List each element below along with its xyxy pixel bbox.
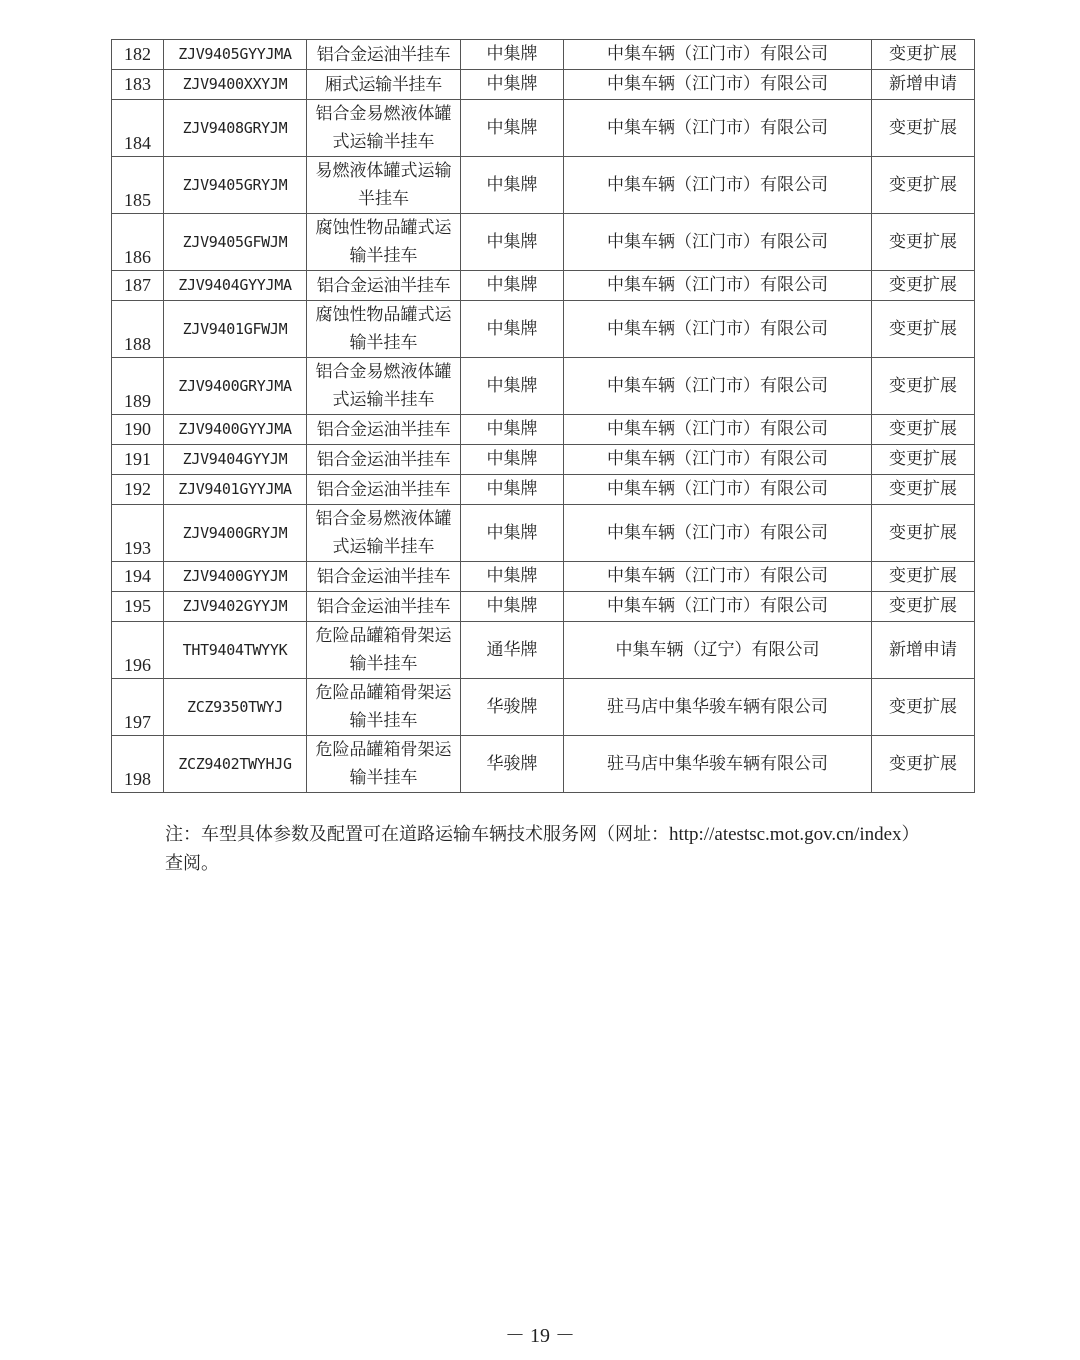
- row-number-cell: 192: [112, 475, 164, 505]
- vehicle-model-cell: ZJV9405GYYJMA: [164, 40, 307, 70]
- application-type-cell: 变更扩展: [872, 445, 975, 475]
- vehicle-model-cell: ZJV9400GYYJMA: [164, 415, 307, 445]
- vehicle-name-cell: [307, 214, 461, 271]
- vehicle-name-cell: [307, 445, 461, 475]
- company-cell: 中集车辆（江门市）有限公司: [564, 214, 872, 271]
- table-row: [112, 271, 975, 301]
- footnote-text-end: ）: [901, 824, 920, 845]
- table-row: [112, 100, 975, 157]
- vehicle-model-cell: ZCZ9402TWYHJG: [164, 736, 307, 793]
- table-row: [112, 157, 975, 214]
- vehicle-model-cell: ZJV9404GYYJM: [164, 445, 307, 475]
- company-cell: 中集车辆（江门市）有限公司: [564, 70, 872, 100]
- vehicle-name-cell: [307, 415, 461, 445]
- application-type-cell: 变更扩展: [872, 475, 975, 505]
- vehicle-name-line: 铝合金运油半挂车: [316, 449, 451, 470]
- brand-cell: 中集牌: [461, 415, 564, 445]
- brand-cell: 华骏牌: [461, 679, 564, 736]
- application-type-cell: 变更扩展: [872, 358, 975, 415]
- vehicle-name-line: 式运输半挂车: [332, 537, 435, 557]
- vehicle-name-line: 输半挂车: [349, 246, 418, 266]
- application-type-cell: 变更扩展: [872, 271, 975, 301]
- table-row: [112, 358, 975, 415]
- company-cell: 中集车辆（辽宁）有限公司: [564, 622, 872, 679]
- brand-cell: 中集牌: [461, 358, 564, 415]
- row-number-cell: 191: [112, 445, 164, 475]
- brand-cell: 中集牌: [461, 70, 564, 100]
- row-number-cell: 187: [112, 271, 164, 301]
- row-number-cell: 195: [112, 592, 164, 622]
- table-row: [112, 445, 975, 475]
- application-type-cell: 变更扩展: [872, 679, 975, 736]
- brand-cell: 中集牌: [461, 505, 564, 562]
- company-cell: 中集车辆（江门市）有限公司: [564, 415, 872, 445]
- table-row: [112, 679, 975, 736]
- application-type-cell: 变更扩展: [872, 415, 975, 445]
- company-cell: 中集车辆（江门市）有限公司: [564, 157, 872, 214]
- row-number-cell: 189: [112, 358, 164, 415]
- brand-cell: 中集牌: [461, 157, 564, 214]
- vehicle-name-line: 铝合金运油半挂车: [316, 44, 451, 65]
- application-type-cell: 变更扩展: [872, 562, 975, 592]
- application-type-cell: 变更扩展: [872, 736, 975, 793]
- vehicle-model-cell: ZJV9408GRYJM: [164, 100, 307, 157]
- row-number-cell: 188: [112, 301, 164, 358]
- table-row: [112, 214, 975, 271]
- company-cell: 中集车辆（江门市）有限公司: [564, 301, 872, 358]
- vehicle-name-line: 输半挂车: [349, 654, 418, 674]
- vehicle-model-cell: ZJV9405GRYJM: [164, 157, 307, 214]
- company-cell: 中集车辆（江门市）有限公司: [564, 592, 872, 622]
- row-number-cell: 185: [112, 157, 164, 214]
- brand-cell: 中集牌: [461, 214, 564, 271]
- application-type-cell: 变更扩展: [872, 592, 975, 622]
- brand-cell: 中集牌: [461, 475, 564, 505]
- row-number-cell: 184: [112, 100, 164, 157]
- brand-cell: 中集牌: [461, 445, 564, 475]
- vehicle-name-line: 铝合金运油半挂车: [316, 419, 451, 440]
- application-type-cell: 新增申请: [872, 70, 975, 100]
- brand-cell: 中集牌: [461, 592, 564, 622]
- company-cell: 中集车辆（江门市）有限公司: [564, 505, 872, 562]
- vehicle-name-line: 铝合金运油半挂车: [316, 596, 451, 617]
- table-row: [112, 70, 975, 100]
- vehicle-name-line: 危险品罐箱骨架运: [315, 740, 452, 760]
- table-row: [112, 505, 975, 562]
- company-cell: 中集车辆（江门市）有限公司: [564, 271, 872, 301]
- company-cell: 中集车辆（江门市）有限公司: [564, 562, 872, 592]
- application-type-cell: 变更扩展: [872, 214, 975, 271]
- brand-cell: 通华牌: [461, 622, 564, 679]
- vehicle-name-line: 铝合金易燃液体罐: [315, 509, 452, 529]
- table-row: [112, 40, 975, 70]
- vehicle-name-line: 铝合金运油半挂车: [316, 275, 451, 296]
- vehicle-name-cell: [307, 157, 461, 214]
- page-number: － 19 －: [505, 1325, 575, 1347]
- table-row: [112, 475, 975, 505]
- vehicle-name-cell: [307, 592, 461, 622]
- table-row: [112, 301, 975, 358]
- vehicle-name-cell: [307, 562, 461, 592]
- vehicle-name-line: 危险品罐箱骨架运: [315, 683, 452, 703]
- vehicle-model-cell: ZJV9404GYYJMA: [164, 271, 307, 301]
- row-number-cell: 183: [112, 70, 164, 100]
- vehicle-name-cell: [307, 100, 461, 157]
- vehicle-name-line: 输半挂车: [349, 768, 418, 788]
- vehicle-name-line: 铝合金运油半挂车: [316, 479, 451, 500]
- vehicle-name-cell: [307, 70, 461, 100]
- vehicle-name-line: 易燃液体罐式运输: [315, 161, 452, 181]
- application-type-cell: 变更扩展: [872, 100, 975, 157]
- vehicle-name-cell: [307, 622, 461, 679]
- vehicle-name-cell: [307, 301, 461, 358]
- vehicle-model-cell: ZJV9405GFWJM: [164, 214, 307, 271]
- company-cell: 驻马店中集华骏车辆有限公司: [564, 736, 872, 793]
- table-row: [112, 622, 975, 679]
- row-number-cell: 197: [112, 679, 164, 736]
- vehicle-model-cell: THT9404TWYYK: [164, 622, 307, 679]
- row-number-cell: 196: [112, 622, 164, 679]
- application-type-cell: 变更扩展: [872, 40, 975, 70]
- brand-cell: 中集牌: [461, 562, 564, 592]
- table-row: [112, 592, 975, 622]
- vehicle-model-cell: ZCZ9350TWYJ: [164, 679, 307, 736]
- vehicle-name-cell: [307, 736, 461, 793]
- application-type-cell: 新增申请: [872, 622, 975, 679]
- vehicle-model-cell: ZJV9400XXYJM: [164, 70, 307, 100]
- vehicle-model-table: [111, 39, 975, 793]
- company-cell: 驻马店中集华骏车辆有限公司: [564, 679, 872, 736]
- row-number-cell: 190: [112, 415, 164, 445]
- vehicle-name-cell: [307, 271, 461, 301]
- footnote: [165, 820, 965, 878]
- vehicle-name-line: 铝合金易燃液体罐: [315, 104, 452, 124]
- service-website-link[interactable]: http://atestsc.mot.gov.cn/index: [669, 824, 902, 845]
- vehicle-model-cell: ZJV9400GRYJMA: [164, 358, 307, 415]
- vehicle-name-cell: [307, 505, 461, 562]
- company-cell: 中集车辆（江门市）有限公司: [564, 40, 872, 70]
- vehicle-name-cell: [307, 679, 461, 736]
- vehicle-name-line: 半挂车: [358, 189, 409, 209]
- brand-cell: 中集牌: [461, 100, 564, 157]
- company-cell: 中集车辆（江门市）有限公司: [564, 475, 872, 505]
- vehicle-name-line: 腐蚀性物品罐式运: [315, 218, 452, 238]
- row-number-cell: 182: [112, 40, 164, 70]
- footnote-text: 注：车型具体参数及配置可在道路运输车辆技术服务网（网址：: [165, 824, 669, 845]
- row-number-cell: 198: [112, 736, 164, 793]
- row-number-cell: 193: [112, 505, 164, 562]
- vehicle-name-line: 式运输半挂车: [332, 390, 435, 410]
- vehicle-name-cell: [307, 40, 461, 70]
- vehicle-name-line: 铝合金运油半挂车: [316, 566, 451, 587]
- vehicle-model-cell: ZJV9400GRYJM: [164, 505, 307, 562]
- company-cell: 中集车辆（江门市）有限公司: [564, 445, 872, 475]
- footnote-text-line2: 查阅。: [165, 853, 219, 874]
- vehicle-name-line: 铝合金易燃液体罐: [315, 362, 452, 382]
- vehicle-name-line: 腐蚀性物品罐式运: [315, 305, 452, 325]
- table-row: [112, 415, 975, 445]
- application-type-cell: 变更扩展: [872, 157, 975, 214]
- company-cell: 中集车辆（江门市）有限公司: [564, 358, 872, 415]
- table-row: [112, 736, 975, 793]
- brand-cell: 华骏牌: [461, 736, 564, 793]
- brand-cell: 中集牌: [461, 40, 564, 70]
- vehicle-name-line: 厢式运输半挂车: [325, 74, 442, 95]
- vehicle-name-cell: [307, 358, 461, 415]
- brand-cell: 中集牌: [461, 271, 564, 301]
- vehicle-model-cell: ZJV9400GYYJM: [164, 562, 307, 592]
- vehicle-model-cell: ZJV9401GYYJMA: [164, 475, 307, 505]
- vehicle-model-cell: ZJV9401GFWJM: [164, 301, 307, 358]
- table-row: [112, 562, 975, 592]
- brand-cell: 中集牌: [461, 301, 564, 358]
- row-number-cell: 186: [112, 214, 164, 271]
- vehicle-name-line: 危险品罐箱骨架运: [315, 626, 452, 646]
- vehicle-name-cell: [307, 475, 461, 505]
- vehicle-name-line: 输半挂车: [349, 711, 418, 731]
- vehicle-name-line: 式运输半挂车: [332, 132, 435, 152]
- company-cell: 中集车辆（江门市）有限公司: [564, 100, 872, 157]
- vehicle-name-line: 输半挂车: [349, 333, 418, 353]
- application-type-cell: 变更扩展: [872, 505, 975, 562]
- vehicle-model-cell: ZJV9402GYYJM: [164, 592, 307, 622]
- application-type-cell: 变更扩展: [872, 301, 975, 358]
- row-number-cell: 194: [112, 562, 164, 592]
